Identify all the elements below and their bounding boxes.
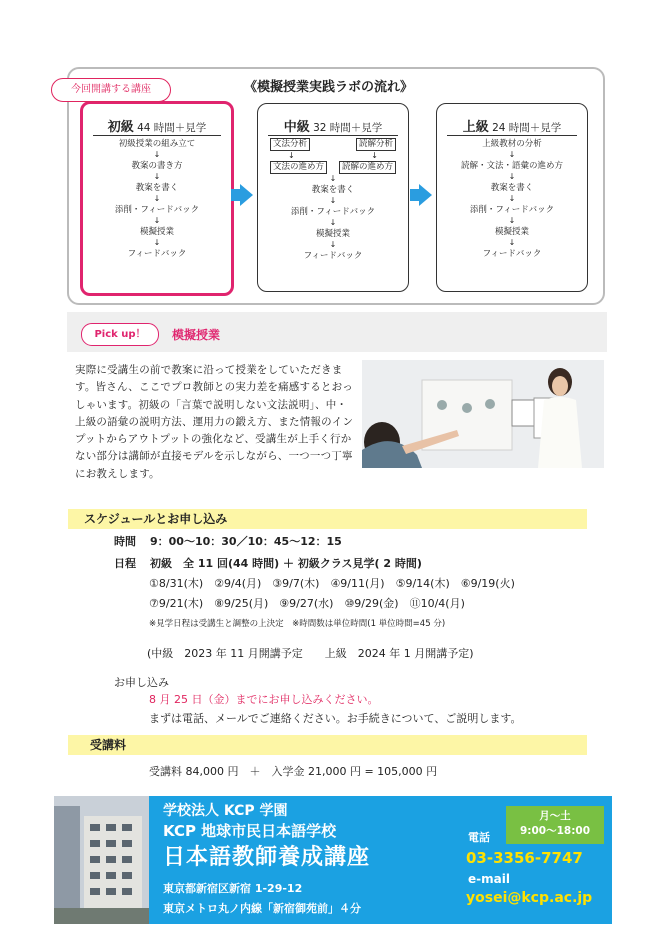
deadline-text: 8 月 25 日（金）までにお申し込みください。	[149, 693, 379, 706]
beginner-title: 初級 44 時間＋見学	[107, 120, 207, 135]
schedule-note: ※見学日程は受講生と調整の上決定 ※時間数は単位時間(1 単位時間=45 分)	[149, 619, 446, 629]
email-label: e-mail	[468, 872, 510, 886]
school-name: KCP 地球市民日本語学校	[163, 822, 337, 840]
time-label: 時間	[114, 535, 136, 548]
school-org: 学校法人 KCP 学園	[163, 803, 288, 819]
dates-row-2: ⑦9/21(木) ⑧9/25(月) ⑨9/27(水) ⑩9/29(金) ⑪10/4(月)	[149, 597, 465, 610]
current-course-badge: 今回開講する講座	[51, 78, 171, 102]
pickup-heading: 模擬授業	[172, 328, 221, 342]
dates-row-1: ①8/31(木) ②9/4(月) ③9/7(木) ④9/11(月) ⑤9/14(木) ⑥9/19(火)	[149, 577, 515, 590]
arrow-right-icon	[231, 184, 253, 206]
school-address: 東京都新宿区新宿 1-29-12	[163, 882, 303, 895]
pickup-body-text: 実際に受講生の前で教案に沿って授業をしていただきます。皆さん、ここでプロ教師との実力差を痛感するとおっしゃいます。初級の「言葉で説明しない文法説明」、中・上級の語彙の説明方法、運用力の鍛え方、また情報のインプットからアウトプットの強化など、受講生が上手く行かない部分は講師が直接モデルを示しながら、一つ一つ丁寧にお教えします。	[75, 364, 354, 480]
hours-days: 月～土	[539, 810, 571, 822]
intermediate-steps: 文法分析 読解分析 ↓ ↓ 文法の進め方 読解の進め方 ↓ 教案を書く ↓ 添削・フィードバック ↓ 模擬授業 ↓ フィードバック	[258, 138, 408, 262]
flow-title: 《模擬授業実践ラボの流れ》	[243, 80, 413, 95]
dates-summary: 初級 全 11 回(44 時間) ＋ 初級クラス見学( 2 時間)	[150, 557, 422, 570]
time-value: 9：00～10：30／10：45～12：15	[150, 535, 342, 548]
school-access: 東京メトロ丸ノ内線「新宿御苑前」４分	[163, 902, 361, 915]
hours-time: 9:00～18:00	[519, 825, 591, 837]
contact-text: まずは電話、メールでご連絡ください。お手続きについて、ご説明します。	[149, 712, 522, 725]
school-building-photo	[54, 796, 149, 924]
fee-heading: 受講料	[68, 735, 587, 755]
apply-label: お申し込み	[114, 676, 169, 689]
pickup-pill: Pick up！	[81, 323, 159, 346]
classroom-photo	[362, 360, 604, 468]
dates-label: 日程	[114, 557, 136, 570]
schedule-heading: スケジュールとお申し込み	[68, 509, 587, 529]
advanced-course-box	[436, 103, 588, 292]
fee-line: 受講料 84,000 円 ＋ 入学金 21,000 円 = 105,000 円	[149, 765, 438, 778]
phone-label: 電話	[468, 831, 490, 844]
arrow-right-icon	[410, 184, 432, 206]
beginner-course-box	[80, 101, 234, 296]
office-hours-box	[506, 806, 604, 844]
email-address[interactable]: yosei@kcp.ac.jp	[466, 890, 593, 906]
advanced-steps: 上級教材の分析 ↓ 読解・文法・語彙の進め方 ↓ 教案を書く ↓ 添削・フィードバック ↓ 模擬授業 ↓ フィードバック	[460, 139, 563, 259]
upcoming-courses: (中級 2023 年 11 月開講予定 上級 2024 年 1 月開講予定)	[147, 647, 474, 660]
advanced-title: 上級 24 時間＋見学	[462, 120, 562, 135]
phone-number[interactable]: 03-3356-7747	[466, 849, 583, 867]
intermediate-course-box	[257, 103, 409, 292]
intermediate-title: 中級 32 時間＋見学	[283, 120, 383, 135]
beginner-steps: 初級授業の組み立て ↓ 教案の書き方 ↓ 教案を書く ↓ 添削・フィードバック ↓ 模擬授業 ↓ フィードバック	[114, 139, 200, 259]
course-name: 日本語教師養成講座	[163, 845, 371, 870]
